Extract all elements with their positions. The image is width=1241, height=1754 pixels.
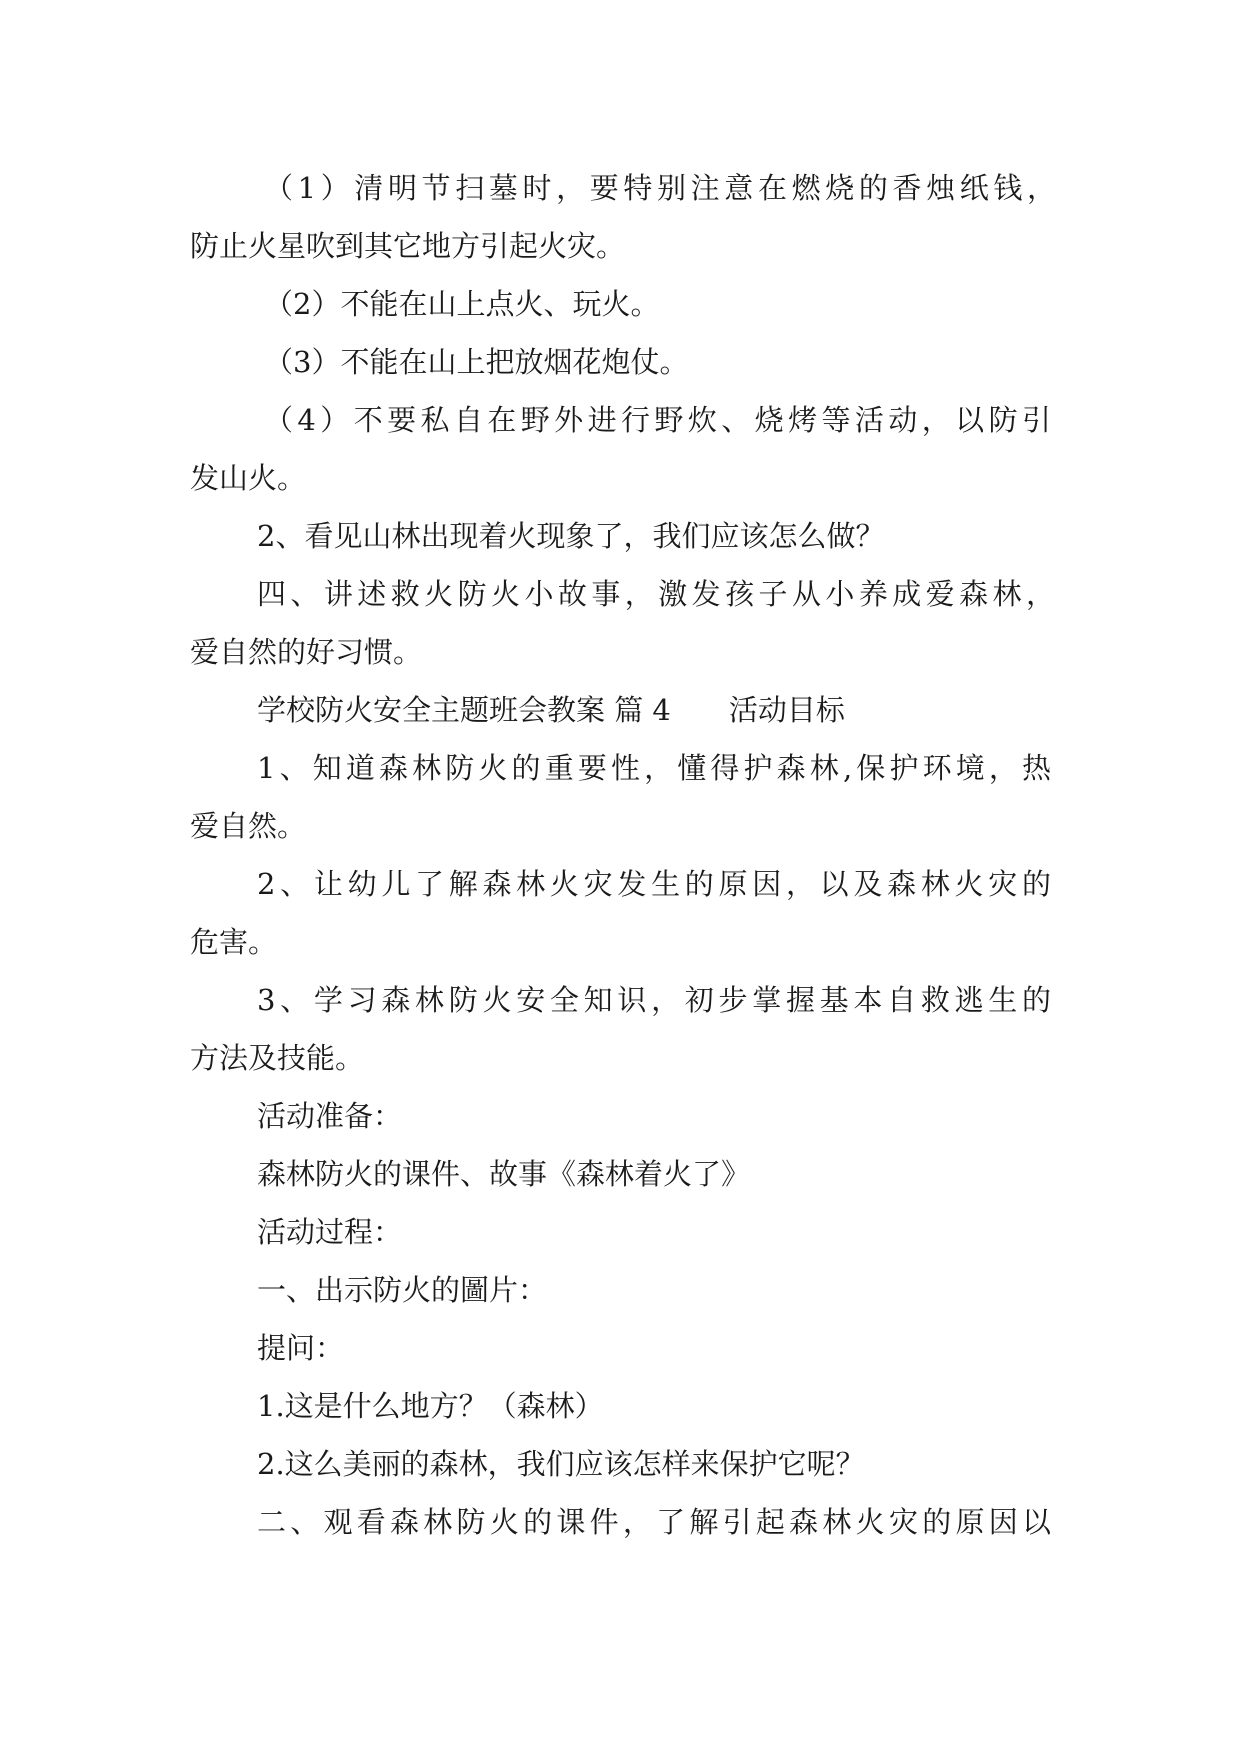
text-line: （4）不要私自在野外进行野炊、烧烤等活动，以防引 <box>264 403 1051 437</box>
section-heading: 学校防火安全主题班会教案 篇 4 活动目标 <box>257 693 845 727</box>
text-line: 二、观看森林防火的课件，了解引起森林火灾的原因以 <box>257 1505 1051 1539</box>
text-line: 发山火。 <box>190 461 307 495</box>
text-line: 爱自然。 <box>190 809 307 843</box>
text-line: 方法及技能。 <box>190 1041 365 1075</box>
text-line: （1）清明节扫墓时，要特别注意在燃烧的香烛纸钱， <box>264 171 1056 205</box>
text-line: 森林防火的课件、故事《森林着火了》 <box>257 1157 751 1191</box>
text-line: 2、让幼儿了解森林火灾发生的原因，以及森林火灾的 <box>257 867 1051 901</box>
text-line: （2）不能在山上点火、玩火。 <box>264 287 660 321</box>
text-line: 危害。 <box>190 925 278 959</box>
text-line: 3、学习森林防火安全知识，初步掌握基本自救逃生的 <box>257 983 1051 1017</box>
text-line: （3）不能在山上把放烟花炮仗。 <box>264 345 689 379</box>
text-line: 活动准备： <box>257 1099 403 1133</box>
text-line: 爱自然的好习惯。 <box>190 635 423 669</box>
text-line: 1、知道森林防火的重要性，懂得护森林,保护环境，热 <box>257 751 1051 785</box>
text-line: 防止火星吹到其它地方引起火灾。 <box>190 229 626 263</box>
text-line: 活动过程： <box>257 1215 403 1249</box>
text-line: 1.这是什么地方？（森林） <box>257 1389 604 1423</box>
text-line: 四、讲述救火防火小故事，激发孩子从小养成爱森林， <box>257 577 1055 611</box>
text-line: 一、出示防火的圖片： <box>257 1273 548 1307</box>
text-line: 提问： <box>257 1331 345 1365</box>
text-line: 2、看见山林出现着火现象了，我们应该怎么做？ <box>257 519 885 553</box>
text-line: 2.这么美丽的森林，我们应该怎样来保护它呢？ <box>257 1447 865 1481</box>
